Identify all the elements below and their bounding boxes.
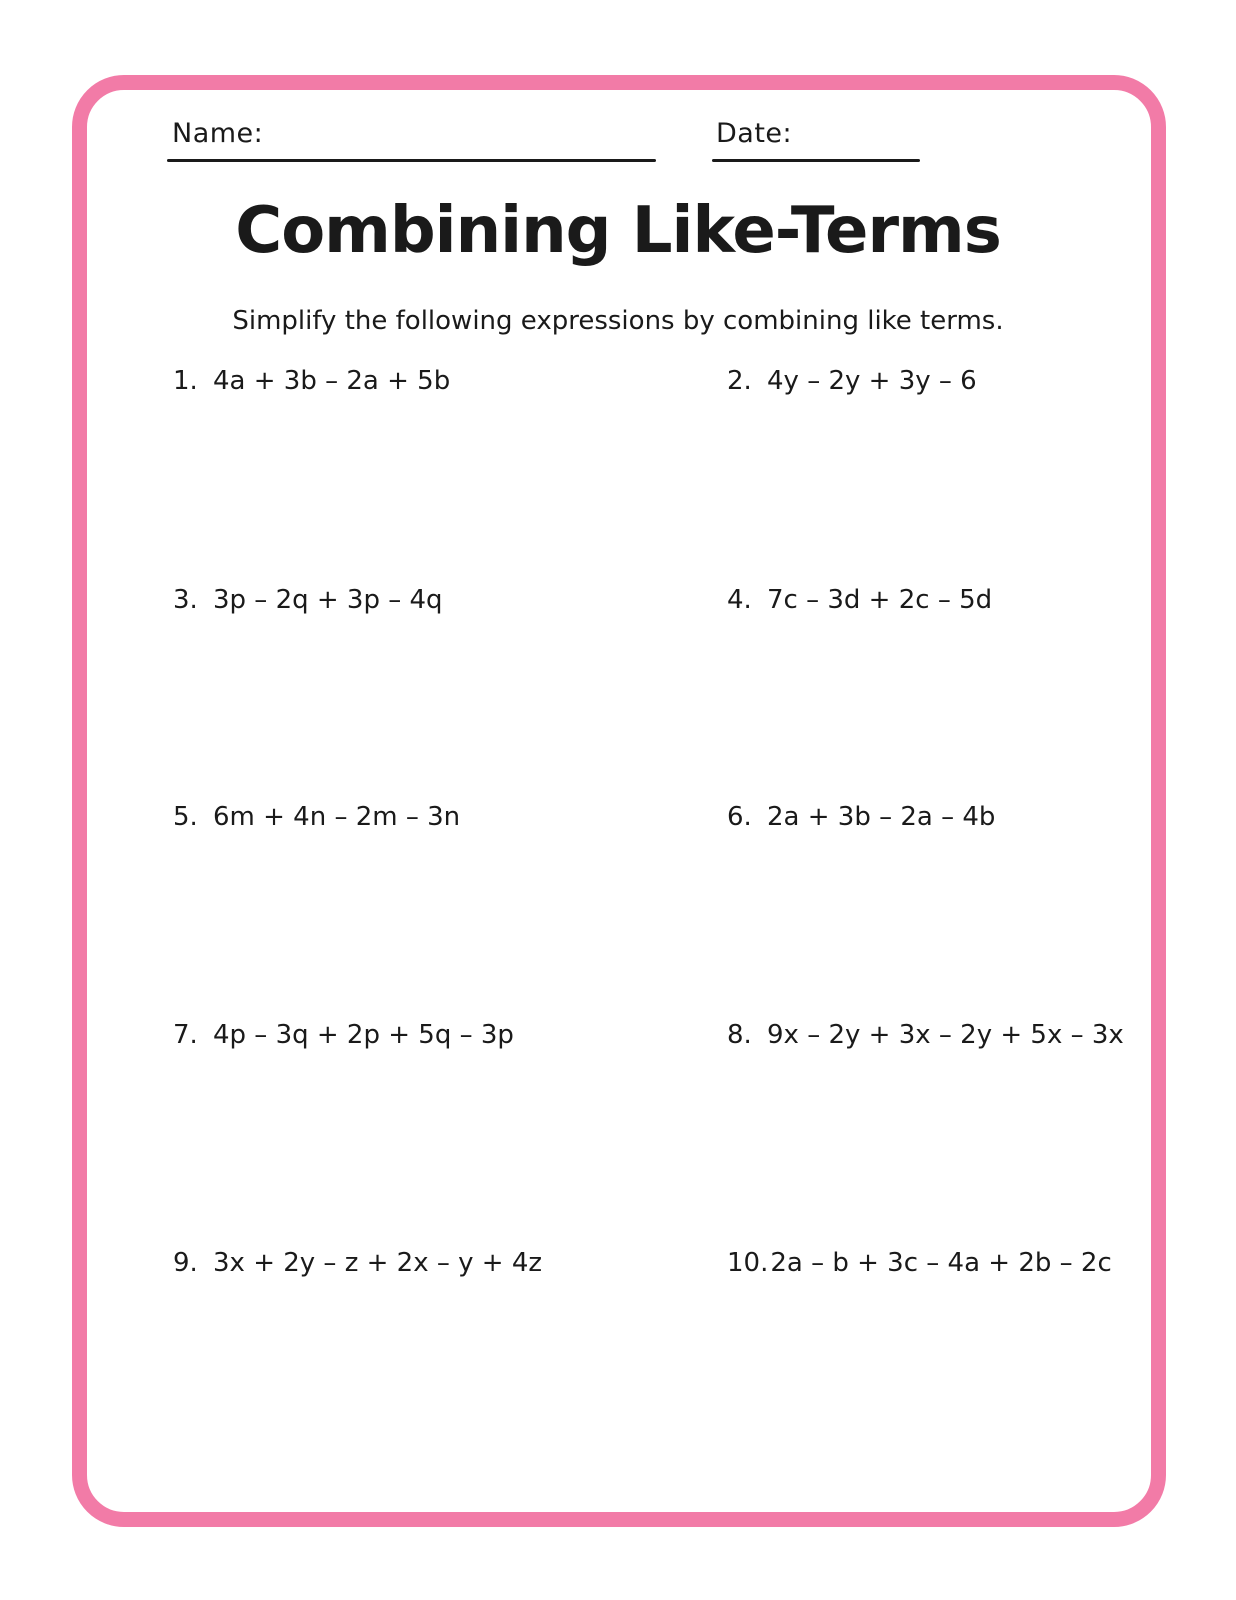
problem-expression: 2a + 3b – 2a – 4b — [767, 802, 996, 832]
problem-3 — [173, 585, 443, 615]
problem-expression: 3p – 2q + 3p – 4q — [213, 585, 443, 615]
problem-expression: 7c – 3d + 2c – 5d — [767, 585, 993, 615]
problem-number: 2. — [727, 366, 752, 396]
problem-7 — [173, 1020, 514, 1050]
problem-6 — [727, 802, 995, 832]
problem-number: 7. — [173, 1020, 198, 1050]
problem-2 — [727, 366, 977, 396]
problem-number: 9. — [173, 1248, 198, 1278]
problem-expression: 4p – 3q + 2p + 5q – 3p — [213, 1020, 514, 1050]
problem-expression: 9x – 2y + 3x – 2y + 5x – 3x — [767, 1020, 1124, 1050]
problem-number: 8. — [727, 1020, 752, 1050]
problem-expression: 2a – b + 3c – 4a + 2b – 2c — [770, 1248, 1112, 1278]
problem-number: 6. — [727, 802, 752, 832]
problem-expression: 3x + 2y – z + 2x – y + 4z — [213, 1248, 543, 1278]
problem-10 — [727, 1248, 1112, 1278]
problem-number: 5. — [173, 802, 198, 832]
name-line — [167, 159, 656, 162]
problem-number: 3. — [173, 585, 198, 615]
problem-1 — [173, 366, 450, 396]
instructions-text: Simplify the following expressions by combining like terms. — [232, 306, 1004, 336]
name-label: Name: — [172, 118, 264, 149]
problem-4 — [727, 585, 992, 615]
date-label: Date: — [716, 118, 793, 149]
problem-expression: 4y – 2y + 3y – 6 — [767, 366, 977, 396]
problem-number: 1. — [173, 366, 198, 396]
problem-expression: 6m + 4n – 2m – 3n — [213, 802, 461, 832]
problem-expression: 4a + 3b – 2a + 5b — [213, 366, 451, 396]
pink-border-frame — [72, 75, 1166, 1527]
problem-8 — [727, 1020, 1124, 1050]
problem-number: 10. — [727, 1248, 769, 1278]
problem-number: 4. — [727, 585, 752, 615]
problem-5 — [173, 802, 460, 832]
page-title: Combining Like-Terms — [235, 194, 1001, 268]
problem-9 — [173, 1248, 542, 1278]
date-line — [712, 159, 920, 162]
